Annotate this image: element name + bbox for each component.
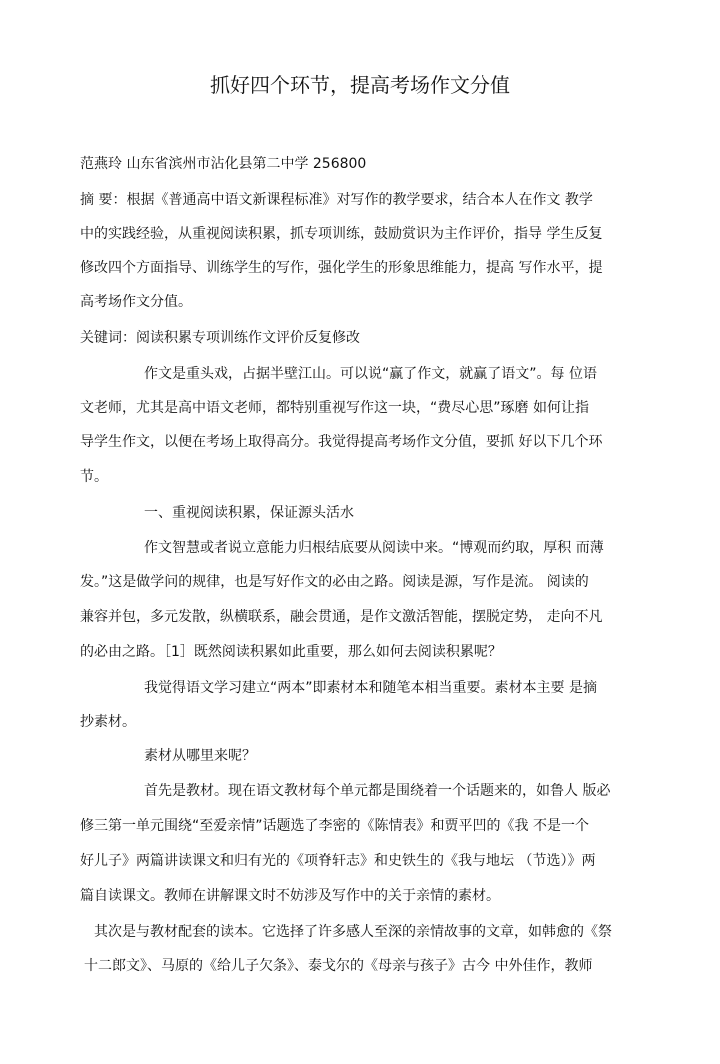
body-line: 我觉得语文学习建立“两本”即素材本和随笔本相当重要。素材本主要 是摘 — [144, 680, 597, 696]
body-line: 的必由之路。［1］既然阅读积累如此重要，那么如何去阅读积累呢？ — [80, 644, 502, 660]
body-line: 兼容并包，多元发散，纵横联系，融会贯通，是作文激活智能，摆脱定势， 走向不凡 — [80, 609, 603, 625]
body-line: 首先是教材。现在语文教材每个单元都是围绕着一个话题来的，如鲁人 版必 — [144, 783, 611, 799]
body-line: 好儿子》两篇讲读课文和归有光的《项脊轩志》和史铁生的《我与地坛 （节选）》两 — [80, 853, 596, 869]
body-line: 抄素材。 — [80, 714, 136, 730]
body-line: 文老师，尤其是高中语文老师，都特别重视写作这一块，“费尽心思”琢磨 如何让指 — [80, 400, 589, 416]
body-line: 素材从哪里来呢？ — [144, 748, 256, 764]
body-line: 十二郎文》、马原的《给儿子欠条》、泰戈尔的《母亲与孩子》古今 中外佳作，教师 — [84, 958, 593, 974]
body-line: 节。 — [80, 469, 108, 485]
body-line: 发。”这是做学问的规律，也是写好作文的必由之路。阅读是源，写作是流。 阅读的 — [80, 574, 589, 590]
keywords-line: 关键词：阅读积累专项训练作文评价反复修改 — [80, 330, 360, 346]
abstract-line: 中的实践经验，从重视阅读积累，抓专项训练，鼓励赏识为主作评价，指导 学生反复 — [80, 226, 603, 242]
abstract-line: 摘 要：根据《普通高中语文新课程标准》对写作的教学要求，结合本人在作文 教学 — [80, 192, 593, 208]
body-line: 作文是重头戏，占据半壁江山。可以说“赢了作文，就赢了语文”。每 位语 — [144, 366, 597, 382]
document-title: 抓好四个环节，提高考场作文分值 — [210, 73, 510, 97]
body-line: 篇自读课文。教师在讲解课文时不妨涉及写作中的关于亲情的素材。 — [80, 888, 500, 904]
abstract-line: 修改四个方面指导、训练学生的写作，强化学生的形象思维能力，提高 写作水平，提 — [80, 260, 603, 276]
author-line: 范燕玲 山东省滨州市沾化县第二中学 256800 — [80, 156, 367, 172]
body-line: 导学生作文，以便在考场上取得高分。我觉得提高考场作文分值，要抓 好以下几个环 — [80, 434, 603, 450]
body-line: 作文智慧或者说立意能力归根结底要从阅读中来。“博观而约取，厚积 而薄 — [144, 540, 604, 556]
body-line: 其次是与教材配套的读本。它选择了许多感人至深的亲情故事的文章，如韩愈的《祭 — [94, 924, 612, 940]
abstract-line: 高考场作文分值。 — [80, 294, 192, 310]
section-heading: 一、重视阅读积累，保证源头活水 — [144, 505, 354, 521]
body-line: 修三第一单元围绕“至爱亲情”话题选了李密的《陈情表》和贾平凹的《我 不是一个 — [80, 818, 589, 834]
